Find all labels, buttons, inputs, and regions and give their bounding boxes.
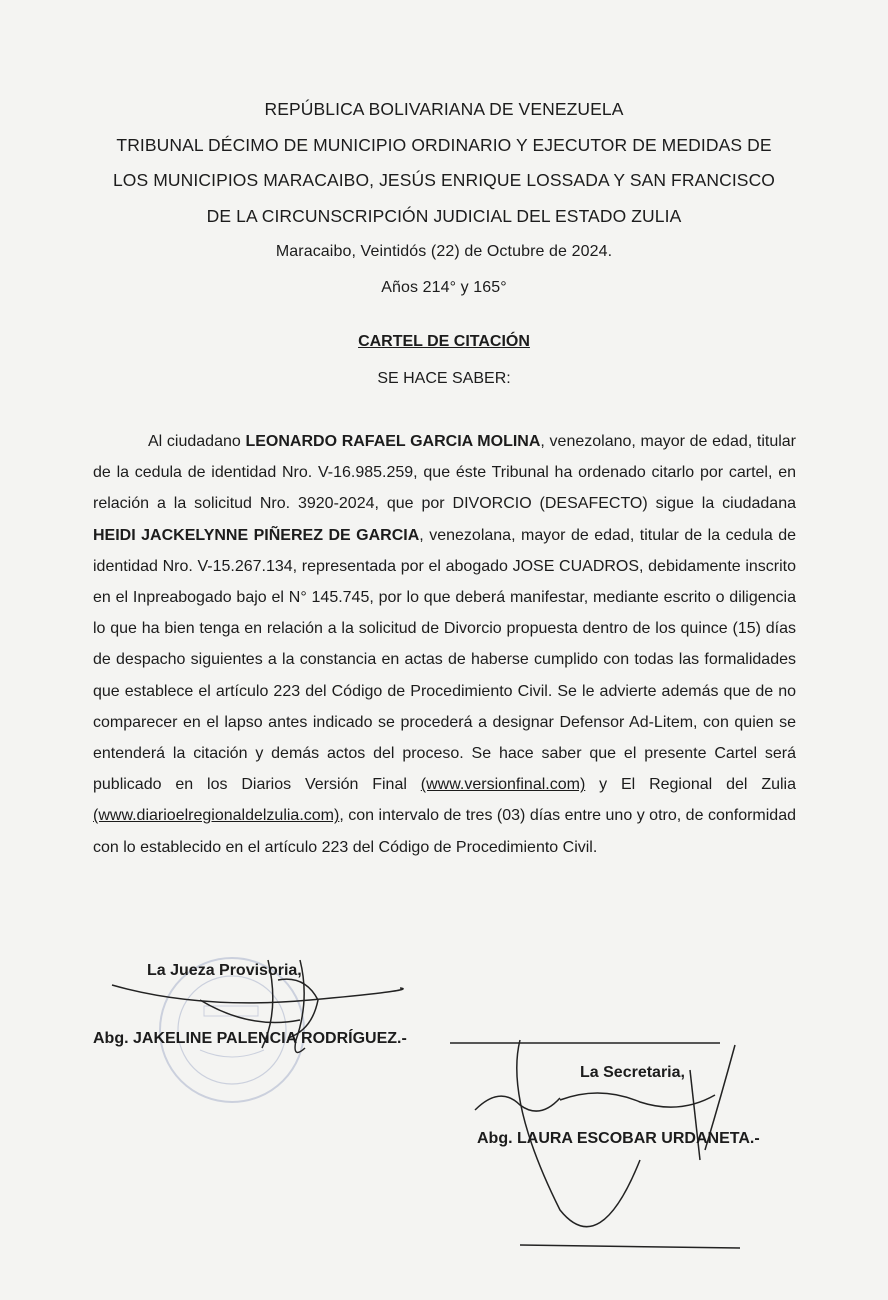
body-text-1: Al ciudadano	[148, 433, 246, 450]
header-line-republic: REPÚBLICA BOLIVARIANA DE VENEZUELA	[264, 99, 624, 119]
header-line-tribunal: TRIBUNAL DÉCIMO DE MUNICIPIO ORDINARIO Y EJECUTOR DE MEDIDAS DE	[116, 134, 772, 155]
document-title: CARTEL DE CITACIÓN	[358, 333, 530, 350]
header-line-circumscription: DE LA CIRCUNSCRIPCIÓN JUDICIAL DEL ESTADO ZULIA	[206, 205, 682, 226]
newspaper-link-regional: (www.diarioelregionaldelzulia.com)	[93, 807, 340, 825]
header-date: Maracaibo, Veintidós (22) de Octubre de 2024.	[275, 243, 613, 260]
header-line-municipalities: LOS MUNICIPIOS MARACAIBO, JESÚS ENRIQUE LOSSADA Y SAN FRANCISCO	[112, 170, 776, 190]
secretary-title: La Secretaria,	[580, 1064, 685, 1081]
body-text-2: , venezolano, mayor de edad, titular de la cedula de identidad Nro. V-16.985.259, que éste Tribunal ha ordenado citarlo por cartel, en relación a la solicitud Nro. 3920-2024, que por DIVORCIO (DESAFECTO) sigue la ciudadana	[93, 433, 797, 513]
body-text-4: y El Regional del Zulia	[585, 776, 797, 794]
body-text-5: , con intervalo de tres (03) días entre uno y otro, de conformidad con lo establecido en el artículo 223 del Código de Procedimiento Civil.	[93, 807, 796, 856]
secretary-name: Abg. LAURA ESCOBAR URDANETA.-	[477, 1130, 760, 1147]
newspaper-link-versionfinal: (www.versionfinal.com)	[420, 776, 586, 794]
body-text-3: , venezolana, mayor de edad, titular de la cedula de identidad Nro. V-15.267.134, representada por el abogado JOSE CUADROS, debidamente inscrito en el Inpreabogado bajo el N° 145.745, por lo que deberá manifestar, mediante escrito o diligencia lo que ha bien tenga en relación a la solicitud de Divorcio propuesta dentro de los quince (15) días de despacho siguientes a la constancia en actas de haberse cumplido con todas las formalidades que establece el artículo 223 del Código de Procedimiento Civil. Se le advierte además que de no comparecer en el lapso antes indicado se procederá a designar Defensor Ad-Litem, con quien se entenderá la citación y demás actos del proceso. Se hace saber que el presente Cartel será publicado en los Diarios Versión Final	[93, 526, 797, 794]
judge-name: Abg. JAKELINE PALENCIA RODRÍGUEZ.-	[93, 1030, 407, 1047]
applicant-name: HEIDI JACKELYNNE PIÑEREZ DE GARCIA	[93, 526, 420, 544]
header-years: Años 214° y 165°	[381, 278, 507, 296]
document-subtitle: SE HACE SABER:	[377, 370, 511, 387]
citizen-name: LEONARDO RAFAEL GARCIA MOLINA	[245, 433, 541, 450]
judge-title: La Jueza Provisoria,	[147, 962, 302, 979]
